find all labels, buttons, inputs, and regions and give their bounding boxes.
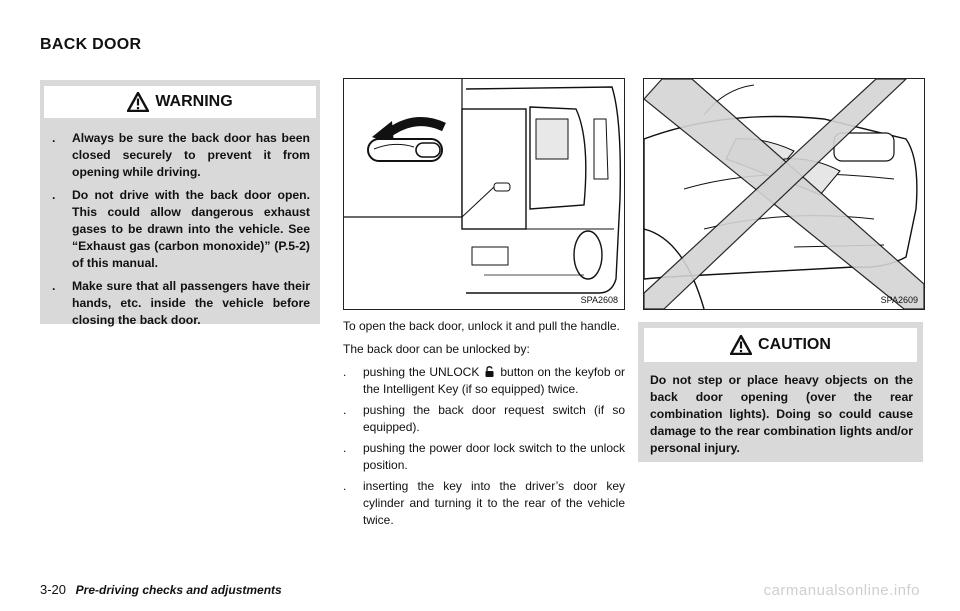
back-door-handle-illustration (344, 79, 624, 309)
warning-item-text: Do not drive with the back door open. This could allow dangerous exhaust gases to be drawn into the vehicle. See “Exhaust gas (carbon monoxide)” (P.5-2) of this manual. (72, 188, 310, 270)
page-title: BACK DOOR (40, 36, 142, 53)
intro-paragraph: To open the back door, unlock it and pull the handle. (343, 319, 620, 333)
section-name: Pre-driving checks and adjustments (75, 583, 282, 597)
list-item-text: pushing the back door request switch (if so equipped). (363, 403, 625, 434)
figure-no-step-on-opening (643, 78, 925, 310)
unlock-text-before: pushing the UNLOCK (363, 365, 480, 379)
lead-paragraph: The back door can be unlocked by: (343, 342, 530, 356)
list-item (343, 402, 625, 436)
warning-item-text: Always be sure the back door has been closed securely to prevent it from opening while driving. (72, 131, 310, 179)
page-number: 3-20 (40, 582, 67, 597)
bullet: . (52, 188, 56, 202)
bullet: . (343, 365, 347, 379)
warning-item (52, 187, 310, 272)
figure-label: SPA2609 (880, 295, 918, 305)
back-door-opening-illustration (644, 79, 924, 309)
bullet: . (52, 131, 56, 145)
warning-header (44, 86, 316, 118)
list-item-text: pushing the power door lock switch to the unlock position. (363, 441, 625, 472)
page-footer (40, 582, 282, 597)
figure-label: SPA2608 (580, 295, 618, 305)
warning-heading: WARNING (155, 93, 233, 110)
unlock-icon (485, 366, 494, 377)
bullet: . (343, 441, 347, 455)
list-item (343, 478, 625, 529)
warning-icon (127, 92, 149, 112)
warning-box (40, 80, 320, 327)
caution-text: Do not step or place heavy objects on the back door opening (over the rear combination lights). Doing so could cause damage to the rear combination lights and/or personal injury. (650, 373, 913, 455)
list-item (343, 364, 625, 398)
figure-back-door-handle (343, 78, 625, 310)
caution-header (644, 328, 917, 362)
caution-box (638, 322, 923, 462)
watermark: carmanualsonline.info (763, 582, 920, 599)
warning-item (52, 278, 310, 329)
warning-list (52, 130, 310, 335)
unlock-text-after: button on the keyfob or the Intelligent Key (if so equipped) twice. (363, 365, 625, 396)
list-item (343, 440, 625, 474)
body-text (343, 318, 625, 533)
bullet: . (343, 403, 347, 417)
warning-item (52, 130, 310, 181)
caution-heading: CAUTION (758, 336, 831, 353)
list-item-text (363, 364, 625, 398)
list-item-text: inserting the key into the driver’s door key cylinder and turning it to the rear of the vehicle twice. (363, 479, 625, 527)
bullet: . (52, 279, 56, 293)
caution-icon (730, 335, 752, 355)
bullet: . (343, 479, 347, 493)
warning-item-text: Make sure that all passengers have their hands, etc. inside the vehicle before closing the back door. (72, 279, 310, 327)
